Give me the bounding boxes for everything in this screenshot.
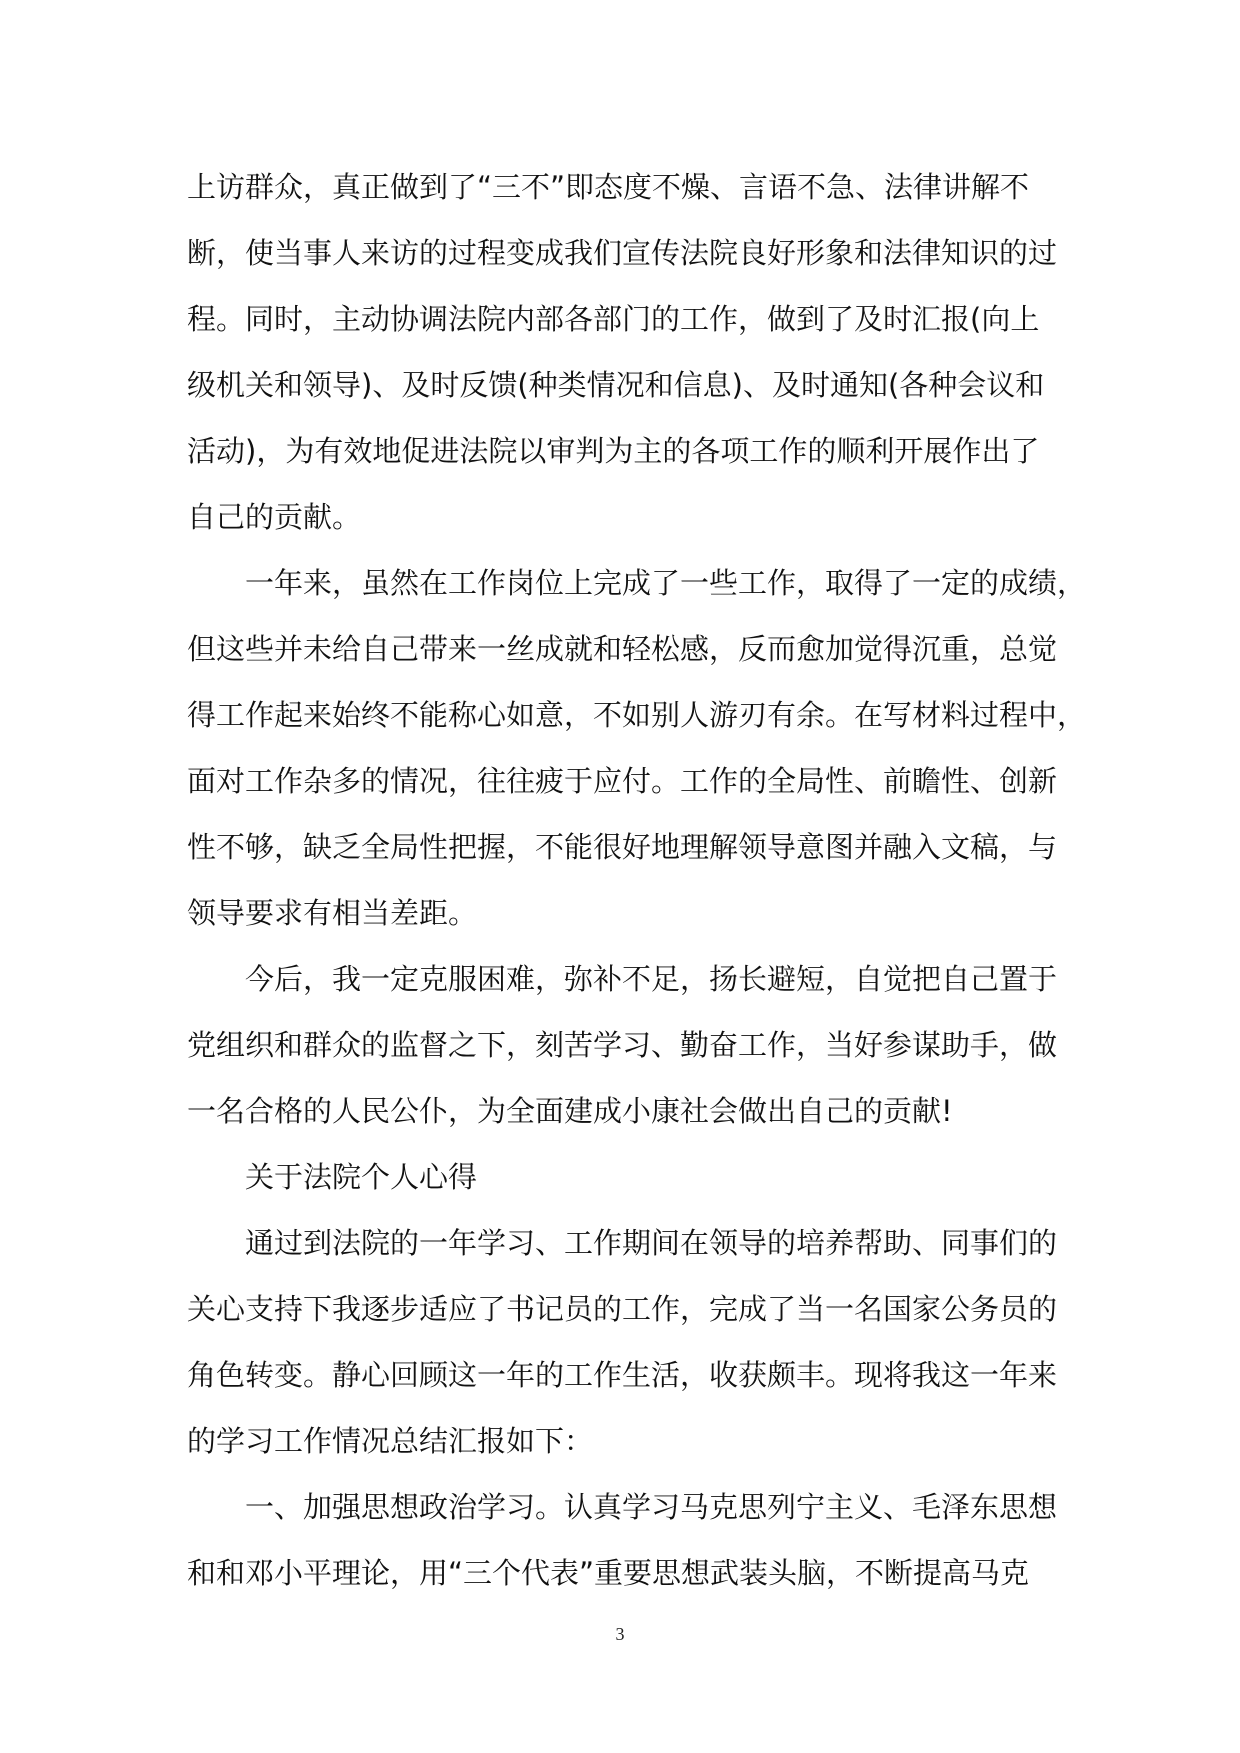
section-heading: 关于法院个人心得: [245, 1160, 478, 1194]
text-line: 但这些并未给自己带来一丝成就和轻松感，反而愈加觉得沉重，总觉: [187, 632, 1058, 666]
text-line: 党组织和群众的监督之下，刻苦学习、勤奋工作，当好参谋助手，做: [187, 1028, 1058, 1062]
paragraph-first-line: 一、加强思想政治学习。认真学习马克思列宁主义、毛泽东思想: [245, 1490, 1058, 1524]
text-line: 关心支持下我逐步适应了书记员的工作，完成了当一名国家公务员的: [187, 1292, 1058, 1326]
paragraph-first-line: 通过到法院的一年学习、工作期间在领导的培养帮助、同事们的: [245, 1226, 1058, 1260]
text-line: 一名合格的人民公仆，为全面建成小康社会做出自己的贡献!: [187, 1094, 953, 1128]
text-line: 领导要求有相当差距。: [187, 896, 478, 930]
paragraph-first-line: 今后，我一定克服困难，弥补不足，扬长避短，自觉把自己置于: [245, 962, 1058, 996]
text-line: 和和邓小平理论，用“三个代表”重要思想武装头脑，不断提高马克: [187, 1556, 1030, 1590]
paragraph-first-line: 一年来，虽然在工作岗位上完成了一些工作，取得了一定的成绩，: [245, 566, 1087, 600]
text-line: 的学习工作情况总结汇报如下：: [187, 1424, 594, 1458]
text-line: 性不够，缺乏全局性把握，不能很好地理解领导意图并融入文稿，与: [187, 830, 1058, 864]
text-line: 面对工作杂多的情况，往往疲于应付。工作的全局性、前瞻性、创新: [187, 764, 1058, 798]
text-line: 得工作起来始终不能称心如意，不如别人游刃有余。在写材料过程中，: [187, 698, 1087, 732]
text-line: 断，使当事人来访的过程变成我们宣传法院良好形象和法律知识的过: [187, 236, 1058, 270]
text-line: 级机关和领导)、及时反馈(种类情况和信息)、及时通知(各种会议和: [187, 368, 1045, 402]
document-body: [187, 154, 1087, 1606]
text-line: 角色转变。静心回顾这一年的工作生活，收获颇丰。现将我这一年来: [187, 1358, 1058, 1392]
text-line: 上访群众，真正做到了“三不”即态度不燥、言语不急、法律讲解不: [187, 170, 1030, 204]
text-line: 自己的贡献。: [187, 500, 362, 534]
page-number: 3: [615, 1624, 625, 1644]
text-line: 程。同时，主动协调法院内部各部门的工作，做到了及时汇报(向上: [187, 302, 1040, 336]
text-line: 活动)，为有效地促进法院以审判为主的各项工作的顺利开展作出了: [187, 434, 1040, 468]
